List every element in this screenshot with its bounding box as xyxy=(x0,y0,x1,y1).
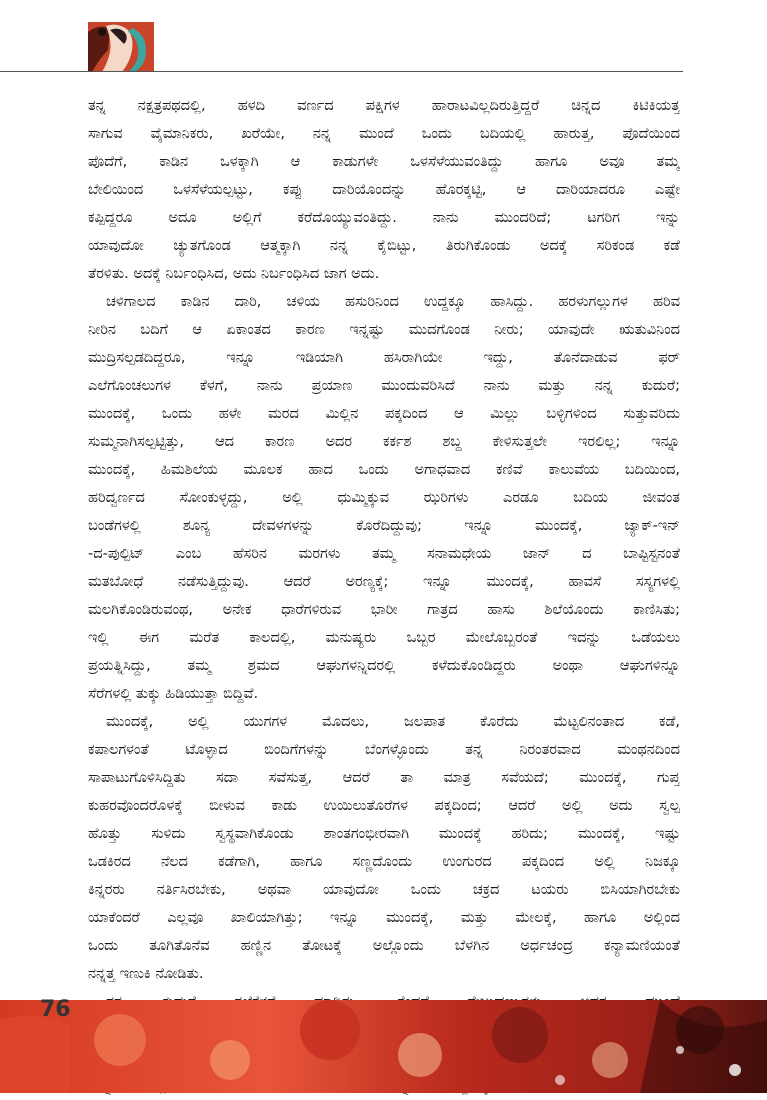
text-line: ಚಳಿಗಾಲದ ಕಾಡಿನ ದಾರಿ, ಚಳಿಯ ಹಸುರಿನಿಂದ ಉದ್ದಕ್ಕೂ ಹಾಸಿದ್ದು. ಹರಳುಗಲ್ಲುಗಳ ಹರಿವ xyxy=(106,294,680,310)
text-line: ಮುಂದಕ್ಕೆ, ಒಂದು ಹಳೇ ಮರದ ಮಿಲ್ಲಿನ ಪಕ್ಕದಿಂದ ಆ ಮಿಲ್ಲು ಬಳ್ಳಿಗಳಿಂದ ಸುತ್ತುವರಿದು xyxy=(88,406,680,422)
text-line: ಯಾವುದೋ ಚ್ಯುತಗೊಂಡ ಆತ್ಮಕ್ಕಾಗಿ ನನ್ನ ಕೈಬಿಟ್ಟು, ತಿರುಗಿಕೊಂಡು ಅದಕ್ಕೆ ಸರಿಕಂಡ ಕಡೆ xyxy=(88,238,680,254)
text-line: ಒಡಕಿರದ ನೆಲದ ಕಡೆಗಾಗಿ, ಹಾಗೂ ಸಣ್ಣದೊಂದು ಉಂಗುರದ ಪಕ್ಕದಿಂದ ಅಲ್ಲಿ ನಿಜಕ್ಕೂ xyxy=(88,854,680,870)
text-line: -ದ-ಪುಲ್ಪಿಟ್ ಎಂಬ ಹೆಸರಿನ ಮರಗಳು ತಮ್ಮ ಸನಾಮಧೇಯ ಜಾನ್ ದ ಬಾಪ್ಟಿಸ್ಟನಂತೆ xyxy=(88,546,680,562)
text-line: ಬೇಲಿಯಿಂದ ಒಳಸೆಳೆಯಲ್ಪಟ್ಟು, ಕಪ್ಪು ದಾರಿಯೊಂದನ್ನು ಹೊರಕ್ಕಟ್ಟಿ, ಆ ದಾರಿಯಾದರೂ ಎಷ್ಟೇ xyxy=(88,182,680,198)
text-line: ಯಾಕೆಂದರೆ ಎಲ್ಲವೂ ಖಾಲಿಯಾಗಿತ್ತು; ಇನ್ನೂ ಮುಂದಕ್ಕೆ, ಮತ್ತು ಮೇಲಕ್ಕೆ, ಹಾಗೂ ಅಲ್ಲಿಂದ xyxy=(88,910,680,926)
text-line: ಎಲೆಗೊಂಚಲುಗಳ ಕೆಳಗೆ, ನಾನು ಪ್ರಯಾಣ ಮುಂದುವರಿಸಿದೆ ನಾನು ಮತ್ತು ನನ್ನ ಕುದುರೆ; xyxy=(88,378,680,394)
text-line: ಕಪಾಲಗಳಂತೆ ಟೊಳ್ಳಾದ ಬಿಂದಿಗೆಗಳನ್ನು ಬೆಂಗಳ್ಳೊಂದು ತನ್ನ ನಿರಂತರವಾದ ಮಂಥನದಿಂದ xyxy=(88,742,680,758)
text-line: ಕಿನ್ನರರು ನರ್ತಿಸಿರಬೇಕು, ಅಥವಾ ಯಾವುದೋ ಒಂದು ಚಕ್ರದ ಟಯರು ಬಿಸಿಯಾಗಿರಬೇಕು xyxy=(88,882,680,898)
text-line: ಮಲಗಿಕೊಂಡಿರುವಂಥ, ಅನೇಕ ಧಾರೆಗಳಿರುವ ಭಾರೀ ಗಾತ್ರದ ಹಾಸು ಶಿಲೆಯೊಂದು ಕಾಣಿಸಿತು; xyxy=(88,602,680,618)
footer-decoration xyxy=(0,1000,767,1093)
text-line: ಸಾಪಾಟುಗೊಳಿಸಿದ್ದಿತು ಸದಾ ಸವೆಸುತ್ತ, ಆದರೆ ತಾ ಮಾತ್ರ ಸವೆಯದೆ; ಮುಂದಕ್ಕೆ, ಗುಪ್ತ xyxy=(88,770,680,786)
text-line: ಒಂದು ತೂಗಿತೊನೆವ ಹಣ್ಣಿನ ತೋಟಕ್ಕೆ ಅಲ್ಲೊಂದು ಬೆಳಗಿನ ಅರ್ಧಚಂದ್ರ ಕನ್ಯಾಮಣಿಯಂತೆ xyxy=(88,938,680,954)
magazine-logo xyxy=(88,22,154,72)
header-rule xyxy=(0,71,683,72)
article-body xyxy=(88,92,680,1100)
text-line: ಸುಮ್ಮನಾಗಿಸಲ್ಪಟ್ಟಿತ್ತು, ಆದ ಕಾರಣ ಅದರ ಕರ್ಕಶ ಶಬ್ದ ಕೇಳಿಸುತ್ತಲೇ ಇರಲಿಲ್ಲ; ಇನ್ನೂ xyxy=(88,434,680,450)
text-line: ಮುಂದಕ್ಕೆ, ಹಿಮಶಿಲೆಯ ಮೂಲಕ ಹಾದ ಒಂದು ಅಗಾಧವಾದ ಕಣಿವೆ ಕಾಲುವೆಯ ಬದಿಯಿಂದ, xyxy=(88,462,680,478)
text-line: ಕುಹರವೊಂದರೊಳಕ್ಕೆ ಬೀಳುವ ಕಾಡು ಉಯಿಲುತೊರೆಗಳ ಪಕ್ಕದಿಂದ; ಆದರೆ ಅಲ್ಲಿ ಅದು ಸ್ವಲ್ಪ xyxy=(88,798,680,814)
text-line: ಪೊದೆಗೆ, ಕಾಡಿನ ಒಳಕ್ಕಾಗಿ ಆ ಕಾಡುಗಳೇ ಒಳಸೆಳೆಯುವಂತಿದ್ದು ಹಾಗೂ ಅವೂ ತಮ್ಮ xyxy=(88,154,680,170)
page-number: 76 xyxy=(40,997,71,1022)
text-line: ಇಲ್ಲಿ ಈಗ ಮರೆತ ಕಾಲದಲ್ಲಿ, ಮನುಷ್ಯರು ಒಬ್ಬರ ಮೇಲೊಬ್ಬರಂತೆ ಇದನ್ನು ಒಡೆಯಲು xyxy=(88,630,680,646)
text-line: ಬಂಡೆಗಳಲ್ಲಿ ಶೂನ್ಯ ದೇವಳಗಳನ್ನು ಕೊರೆದಿದ್ದುವು; ಇನ್ನೂ ಮುಂದಕ್ಕೆ, ಜ್ಯಾಕ್-ಇನ್ xyxy=(88,518,680,534)
text-line: ಮುಂದಕ್ಕೆ, ಅಲ್ಲಿ ಯುಗಗಳ ಮೊದಲು, ಜಲಪಾತ ಕೊರೆದು ಮೆಟ್ಟಲಿನಂತಾದ ಕಡೆ, xyxy=(106,714,680,730)
text-line: ತೆರಳಿತು. ಅದಕ್ಕೆ ನಿರ್ಬಂಧಿಸಿದ, ಅದು ನಿರ್ಬಂಧಿಸಿದ ಜಾಗ ಅದು. xyxy=(88,266,380,282)
text-line: ಹೊತ್ತು ಸುಳಿದು ಸ್ವಸ್ಥವಾಗಿಕೊಂಡು ಶಾಂತಗಂಭೀರವಾಗಿ ಮುಂದಕ್ಕೆ ಹರಿದು; ಮುಂದಕ್ಕೆ, ಇಷ್ಟು xyxy=(88,826,680,842)
text-line: ನೀರಿನ ಬದಿಗೆ ಆ ಏಕಾಂತದ ಕಾರಣ ಇನ್ನಷ್ಟು ಮುದಗೊಂಡ ನೀರು; ಯಾವುದೇ ಋತುವಿನಿಂದ xyxy=(88,322,680,338)
text-line: ಸಾಗುವ ವೈಮಾನಿಕರು, ಖರೆಯೇ, ನನ್ನ ಮುಂದೆ ಒಂದು ಬದಿಯಲ್ಲಿ ಹಾರುತ್ತ, ಪೊದೆಯಿಂದ xyxy=(88,126,680,142)
text-line: ಮತಬೋಧೆ ನಡೆಸುತ್ತಿದ್ದುವು. ಆದರೆ ಅರಣ್ಯಕ್ಕೆ; ಇನ್ನೂ ಮುಂದಕ್ಕೆ, ಹಾವಸೆ ಸಸ್ಯಗಳಲ್ಲಿ xyxy=(88,574,680,590)
text-line: ಕಪ್ಪಿದ್ದರೂ ಅದೂ ಅಲ್ಲಿಗೆ ಕರೆದೊಯ್ಯುವಂತಿದ್ದು. ನಾನು ಮುಂದರಿದೆ; ಟಗರಿಗ ಇನ್ನು xyxy=(88,210,680,226)
text-line: ಪ್ರಯತ್ನಿಸಿದ್ದು, ತಮ್ಮ ಶ್ರಮದ ಆಘುಗಳನ್ನಿದರಲ್ಲಿ ಕಳೆದುಕೊಂಡಿದ್ದರು ಅಂಥಾ ಆಘುಗಳಿನ್ನೂ xyxy=(88,658,680,674)
text-line: ಸೆರೆಗಳಲ್ಲಿ ತುಕ್ಕು ಹಿಡಿಯುತ್ತಾ ಬಿದ್ದಿವೆ. xyxy=(88,686,259,702)
text-line: ಮುದ್ರಿಸಲ್ಪಡದಿದ್ದರೂ, ಇನ್ನೂ ಇಡಿಯಾಗಿ ಹಸಿರಾಗಿಯೇ ಇದ್ದು, ತೊನೆದಾಡುವ ಫರ್ xyxy=(88,350,680,366)
text-line: ನನ್ನತ್ತ ಇಣುಕಿ ನೋಡಿತು. xyxy=(88,966,204,982)
text-line: ತನ್ನ ನಕ್ಷತ್ರಪಥದಲ್ಲಿ, ಹಳದಿ ವರ್ಣದ ಪಕ್ಷಿಗಳ ಹಾರಾಟವಿಲ್ಲದಿರುತ್ತಿದ್ದರೆ ಚಿನ್ನದ ಕಿಟಿಕಿಯತ್ತ xyxy=(88,98,680,114)
text-line: ಹರಿದ್ವರ್ಣದ ಸೋಂಕುಳ್ಳದ್ದು, ಅಲ್ಲಿ ಧುಮ್ಮಿಕ್ಕುವ ಝರಿಗಳು ಎರಡೂ ಬದಿಯ ಜೀವಂತ xyxy=(88,490,680,506)
